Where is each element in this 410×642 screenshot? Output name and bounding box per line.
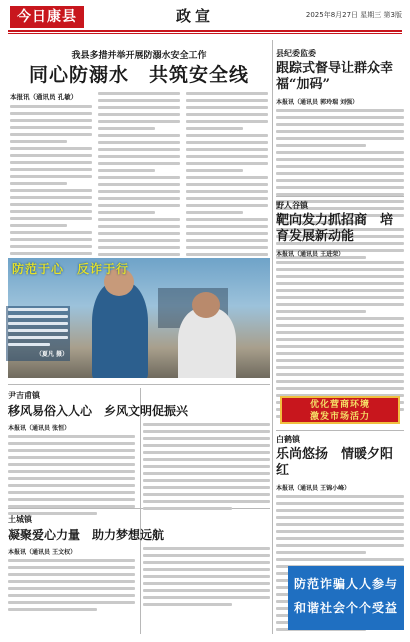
lead-body-col-2 xyxy=(98,92,180,252)
article-customs-body xyxy=(8,423,270,519)
article-customs-col-1 xyxy=(8,423,135,519)
article-elderly-label: 白鹤镇 xyxy=(276,435,300,444)
article-discipline-label: 县纪委监委 xyxy=(276,49,316,58)
section-title: 政宣 xyxy=(176,7,215,25)
photo-figure-officer xyxy=(92,282,148,378)
article-investment-headline: 靶向发力抓招商 培育发展新动能 xyxy=(276,213,394,244)
photo-figure-elder xyxy=(178,308,236,378)
article-discipline-byline: 本报讯（通讯员 郭玲瑞 刘强） xyxy=(276,99,359,106)
lead-body xyxy=(10,92,268,252)
masthead xyxy=(0,0,410,46)
slogan-blue-line-2: 和谐社会个个受益 xyxy=(293,601,398,615)
article-investment-byline: 本报讯（通讯员 王进荣） xyxy=(276,251,345,258)
article-elderly-headline: 乐尚悠扬 情暖夕阳红 xyxy=(276,447,394,478)
slogan-anti-fraud xyxy=(288,566,404,630)
article-charity-col-2 xyxy=(143,547,270,615)
lead-headline: 同心防溺水 共筑安全线 xyxy=(28,64,249,86)
right-divider-2 xyxy=(276,430,404,431)
article-charity-label: 土城镇 xyxy=(8,515,32,524)
photo-caption-author: （夏凡 摄） xyxy=(35,351,68,358)
photo-caption xyxy=(6,306,70,361)
issue-weekday: 星期三 xyxy=(360,11,382,19)
photo-figure-elder-head xyxy=(192,292,220,318)
lead-body-col-3 xyxy=(186,92,268,252)
article-customs xyxy=(8,390,270,519)
issue-page: 第3版 xyxy=(383,11,402,19)
article-customs-label: 尹吉甫镇 xyxy=(8,391,40,400)
slogan-blue-line-1: 防范诈骗人人参与 xyxy=(293,577,398,591)
article-customs-headline: 移风易俗入人心 乡风文明促振兴 xyxy=(8,404,189,418)
column-divider xyxy=(272,40,273,634)
article-charity-headline: 凝聚爱心力量 助力梦想远航 xyxy=(8,528,165,542)
article-charity-col-1 xyxy=(8,547,135,615)
lead-body-col-1 xyxy=(10,92,92,252)
slogan-red-line-1: 优化营商环境 xyxy=(309,400,370,410)
masthead-rule-thin xyxy=(8,33,402,34)
masthead-rule xyxy=(8,30,402,32)
section-divider xyxy=(8,384,270,385)
article-charity-body xyxy=(8,547,270,615)
article-customs-byline: 本报讯（通讯员 张恒） xyxy=(8,425,71,432)
slogan-red-line-2: 激发市场活力 xyxy=(309,412,370,422)
article-charity xyxy=(8,514,270,615)
article-discipline-headline: 跟踪式督导让群众幸福“加码” xyxy=(276,61,394,92)
newspaper-logo: 今日康县 xyxy=(10,6,84,28)
article-charity-byline: 本报讯（通讯员 王文权） xyxy=(8,549,77,556)
slogan-business-environment xyxy=(280,396,400,424)
photo-title: 防范于心 反诈于行 xyxy=(12,262,130,276)
issue-meta xyxy=(306,10,402,20)
article-customs-col-2 xyxy=(143,423,270,519)
article-elderly-byline: 本报讯（通讯员 王锦小峰） xyxy=(276,485,351,492)
issue-date: 2025年8月27日 xyxy=(305,11,359,19)
lead-kicker: 我县多措并举开展防溺水安全工作 xyxy=(71,51,207,61)
article-investment-label: 野人谷镇 xyxy=(276,201,308,210)
lead-byline: 本报讯（通讯员 孔敏） xyxy=(10,93,78,101)
article-investment xyxy=(276,200,404,422)
